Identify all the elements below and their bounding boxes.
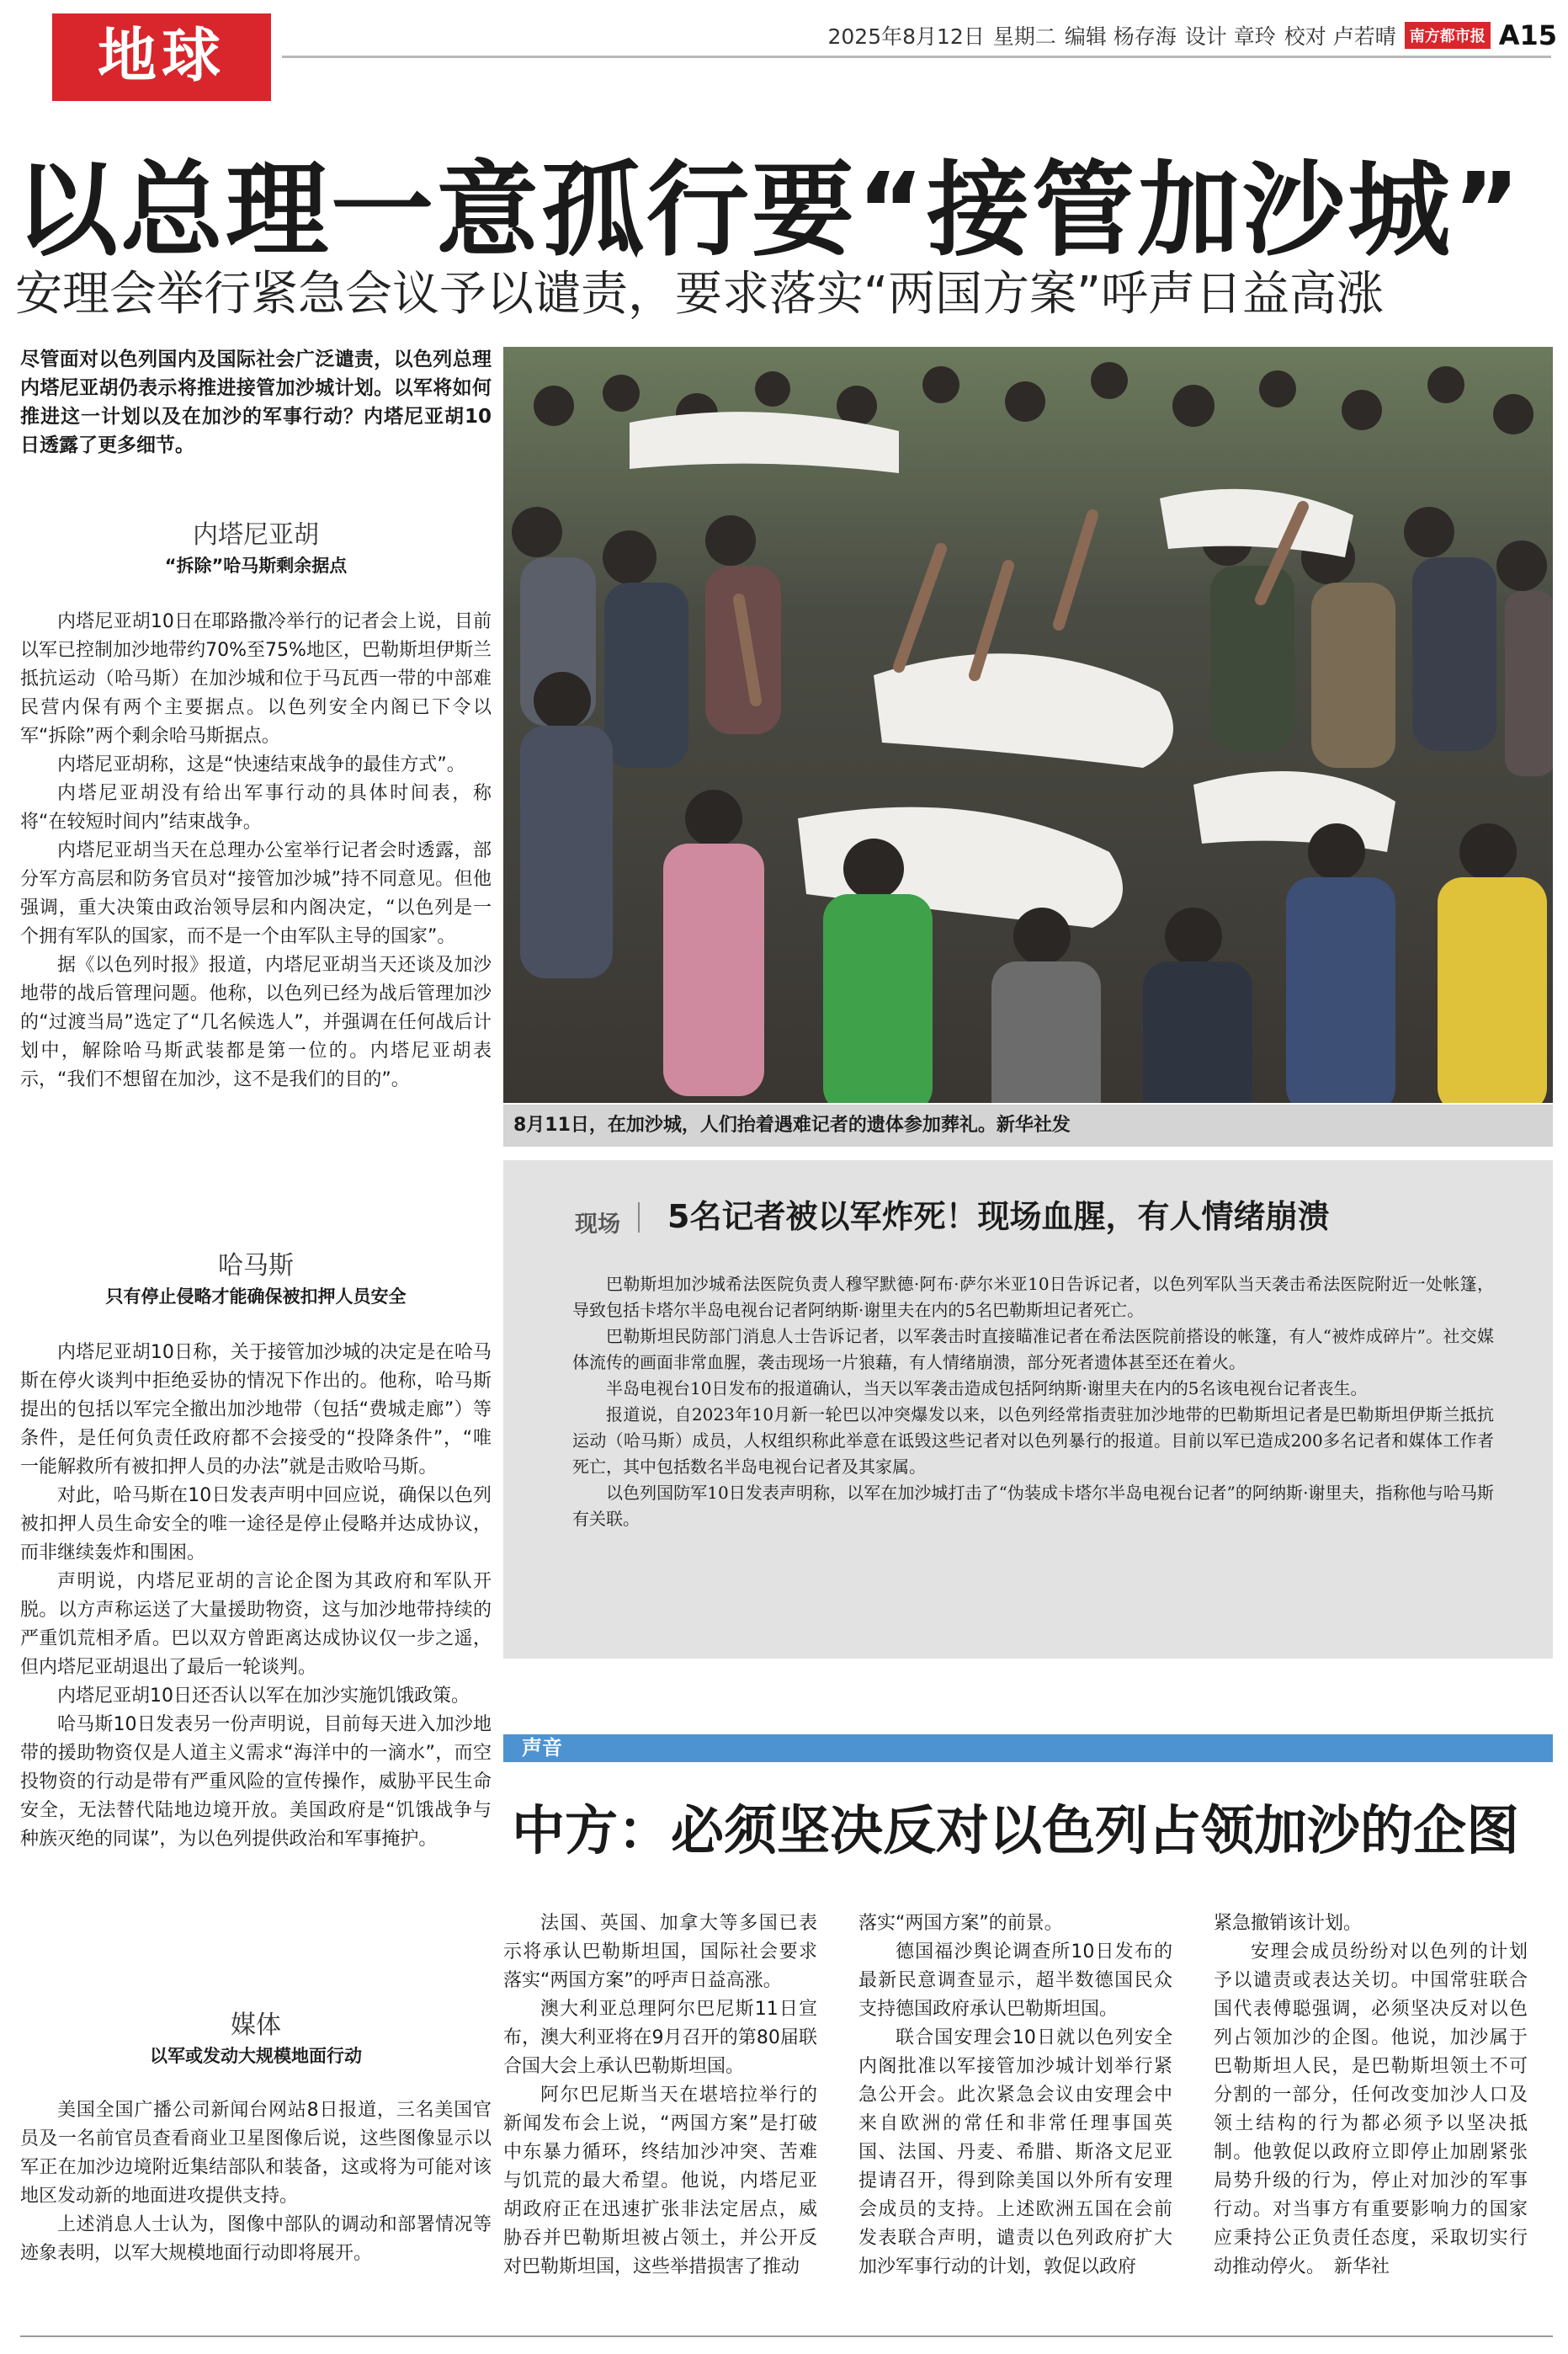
subheadline: 安理会举行紧急会议予以谴责，要求落实“两国方案”呼声日益高涨 <box>15 267 1385 322</box>
paragraph: 内塔尼亚胡10日还否认以军在加沙实施饥饿政策。 <box>57 1686 470 1707</box>
paragraph: 声明说，内塔尼亚胡的言论企图为其政府和军队开脱。以方声称运送了大量援助物资，这与加沙地带持续的严重饥荒相矛盾。巴以双方曾距离达成协议仅一步之遥，但内塔尼亚胡退出了最后一轮谈判。 <box>20 1571 492 1678</box>
paragraph: 落实“两国方案”的前景。 <box>858 1913 1063 1934</box>
voices-column-1 <box>503 1909 817 2282</box>
section-tag: 地球 <box>52 13 271 101</box>
photo-illustration <box>503 347 1553 1103</box>
masthead-logo: 南方都市报 <box>1405 22 1491 49</box>
paragraph: 法国、英国、加拿大等多国已表示将承认巴勒斯坦国，国际社会要求落实“两国方案”的呼声日益高涨。 <box>503 1913 817 1991</box>
paragraph: 阿尔巴尼斯当天在堪培拉举行的新闻发布会上说，“两国方案”是打破中东暴力循环，终结加沙冲突、苦难与饥荒的最大希望。他说，内塔尼亚胡政府正在迅速扩张非法定居点，威胁吞并巴勒斯坦被占领土，并公开反对巴勒斯坦国，这些举措损害了推动 <box>503 2085 817 2277</box>
proofreader-credit: 校对 卢若晴 <box>1284 24 1396 49</box>
section-body-hamas <box>20 1339 492 1854</box>
page-number: A15 <box>1498 19 1557 51</box>
section-kicker-netanyahu: 内塔尼亚胡 <box>193 520 319 550</box>
paragraph: 据《以色列时报》报道，内塔尼亚胡当天还谈及加沙地带的战后管理问题。他称，以色列已经为战后管理加沙的“过渡当局”选定了“几名候选人”，并强调在任何战后计划中，解除哈马斯武装都是第一位的。内塔尼亚胡表示，“我们不想留在加沙，这不是我们的目的”。 <box>20 955 492 1090</box>
funeral-crowd-photo <box>503 347 1553 1103</box>
issue-weekday: 星期二 <box>992 24 1056 49</box>
paragraph: 上述消息人士认为，图像中部队的调动和部署情况等迹象表明，以军大规模地面行动即将展开。 <box>20 2214 492 2264</box>
paragraph: 联合国安理会10日就以色列安全内阁批准以军接管加沙城计划举行紧急公开会。此次紧急会议由安理会中来自欧洲的常任和非常任理事国英国、法国、丹麦、希腊、斯洛文尼亚提请召开，得到除美国以外所有安理会成员的支持。上述欧洲五国在会前发表联合声明，谴责以色列政府扩大加沙军事行动的计划，敦促以政府 <box>858 2027 1172 2277</box>
voices-column-2 <box>858 1909 1172 2282</box>
scene-title: 5名记者被以军炸死！现场血腥，有人情绪崩溃 <box>667 1198 1330 1235</box>
scene-kicker: 现场 <box>575 1212 620 1238</box>
paragraph: 内塔尼亚胡10日在耶路撒冷举行的记者会上说，目前以军已控制加沙地带约70%至75%地区，巴勒斯坦伊斯兰抵抗运动（哈马斯）在加沙城和位于马瓦西一带的中部难民营内保有两个主要据点。以色列安全内阁已下令以军“拆除”两个剩余哈马斯据点。 <box>20 611 492 747</box>
scene-divider <box>638 1202 640 1233</box>
paragraph: 巴勒斯坦加沙城希法医院负责人穆罕默德·阿布·萨尔米亚10日告诉记者，以色列军队当天袭击希法医院附近一处帐篷，导致包括卡塔尔半岛电视台记者阿纳斯·谢里夫在内的5名巴勒斯坦记者死亡。 <box>572 1274 1494 1320</box>
paragraph: 内塔尼亚胡称，这是“快速结束战争的最佳方式”。 <box>57 754 465 775</box>
paragraph: 内塔尼亚胡10日称，关于接管加沙城的决定是在哈马斯在停火谈判中拒绝妥协的情况下作出的。他称，哈马斯提出的包括以军完全撤出加沙地带（包括“费城走廊”）等条件，是任何负责任政府都不会接受的“投降条件”，“唯一能解救所有被扣押人员的办法”就是击败哈马斯。 <box>20 1342 492 1478</box>
paragraph: 哈马斯10日发表另一份声明说，目前每天进入加沙地带的援助物资仅是人道主义需求“海洋中的一滴水”，而空投物资的行动是带有严重风险的宣传操作，威胁平民生命安全，无法替代陆地边境开放。美国政府是“饥饿战争与种族灭绝的同谋”，为以色列提供政治和军事掩护。 <box>20 1714 492 1850</box>
paragraph: 以色列国防军10日发表声明称，以军在加沙城打击了“伪装成卡塔尔半岛电视台记者”的阿纳斯·谢里夫，指称他与哈马斯有关联。 <box>572 1483 1494 1529</box>
paragraph: 澳大利亚总理阿尔巴尼斯11日宣布，澳大利亚将在9月召开的第80届联合国大会上承认巴勒斯坦国。 <box>503 1999 817 2077</box>
paragraph: 美国全国广播公司新闻台网站8日报道，三名美国官员及一名前官员查看商业卫星图像后说，这些图像显示以军正在加沙边境附近集结部队和装备，这或将为可能对该地区发动新的地面进攻提供支持。 <box>20 2100 492 2207</box>
paragraph: 紧急撤销该计划。 <box>1214 1913 1363 1934</box>
paragraph: 安理会成员纷纷对以色列的计划予以谴责或表达关切。中国常驻联合国代表傅聪强调，必须坚决反对以色列占领加沙的企图。他说，加沙属于巴勒斯坦人民，是巴勒斯坦领土不可分割的一部分，任何改变加沙人口及领土结构的行为都必须予以坚决抵制。他敦促以政府立即停止加剧紧张局势升级的行为，停止对加沙的军事行动。对当事方有重要影响力的国家应秉持公正负责任态度，采取切实行动推动停火。 新华社 <box>1214 1941 1528 2277</box>
voices-band <box>503 1734 1553 1762</box>
photo-caption: 8月11日，在加沙城，人们抬着遇难记者的遗体参加葬礼。新华社发 <box>503 1105 1553 1147</box>
section-title-hamas: 只有停止侵略才能确保被扣押人员安全 <box>105 1286 407 1307</box>
voices-title: 中方：必须坚决反对以色列占领加沙的企图 <box>512 1800 1519 1861</box>
paragraph: 半岛电视台10日发布的报道确认，当天以军袭击造成包括阿纳斯·谢里夫在内的5名该电视台记者丧生。 <box>606 1378 1368 1398</box>
issue-date: 2025年8月12日 <box>827 24 985 49</box>
header-meta <box>827 19 1557 52</box>
section-title-netanyahu: “拆除”哈马斯剩余据点 <box>164 556 348 576</box>
voices-column-3 <box>1214 1909 1528 2282</box>
scene-body <box>572 1271 1494 1532</box>
section-body-netanyahu <box>20 608 492 1094</box>
voices-label: 声音 <box>522 1736 562 1760</box>
headline: 以总理一意孤行要“接管加沙城” <box>15 151 1523 270</box>
editor-credit: 编辑 杨存海 <box>1064 24 1177 49</box>
paragraph: 巴勒斯坦民防部门消息人士告诉记者，以军袭击时直接瞄准记者在希法医院前搭设的帐篷，有人“被炸成碎片”。社交媒体流传的画面非常血腥，袭击现场一片狼藉，有人情绪崩溃，部分死者遗体甚至还在着火。 <box>572 1326 1494 1372</box>
section-body-media <box>20 2096 492 2268</box>
footer-rule <box>20 2335 1553 2337</box>
designer-credit: 设计 章玲 <box>1184 24 1276 49</box>
section-kicker-media: 媒体 <box>231 2010 281 2040</box>
paragraph: 报道说，自2023年10月新一轮巴以冲突爆发以来，以色列经常指责驻加沙地带的巴勒斯坦记者是巴勒斯坦伊斯兰抵抗运动（哈马斯）成员，人权组织称此举意在诋毁这些记者对以色列暴行的报道。目前以军已造成200多名记者和媒体工作者死亡，其中包括数名半岛电视台记者及其家属。 <box>572 1404 1494 1477</box>
lead-paragraph: 尽管面对以色列国内及国际社会广泛谴责，以色列总理内塔尼亚胡仍表示将推进接管加沙城计划。以军将如何推进这一计划以及在加沙的军事行动？内塔尼亚胡10日透露了更多细节。 <box>20 349 492 456</box>
section-kicker-hamas: 哈马斯 <box>218 1251 294 1281</box>
paragraph: 德国福沙舆论调查所10日发布的最新民意调查显示，超半数德国民众支持德国政府承认巴勒斯坦国。 <box>858 1941 1172 2020</box>
paragraph: 对此，哈马斯在10日发表声明中回应说，确保以色列被扣押人员生命安全的唯一途径是停止侵略并达成协议，而非继续轰炸和围困。 <box>20 1485 492 1563</box>
paragraph: 内塔尼亚胡没有给出军事行动的具体时间表，称将“在较短时间内”结束战争。 <box>20 783 492 833</box>
paragraph: 内塔尼亚胡当天在总理办公室举行记者会时透露，部分军方高层和防务官员对“接管加沙城”持不同意见。但他强调，重大决策由政治领导层和内阁决定，“以色列是一个拥有军队的国家，而不是一个由军队主导的国家”。 <box>20 840 492 947</box>
section-title-media: 以军或发动大规模地面行动 <box>150 2046 362 2066</box>
header-rule <box>282 56 1551 58</box>
